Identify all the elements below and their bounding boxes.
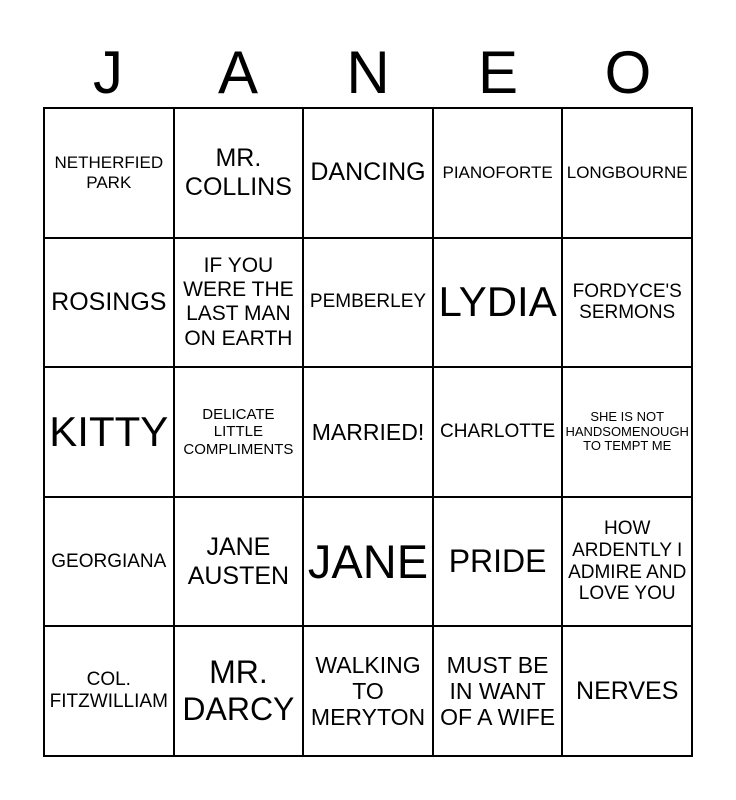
cell-text: CHARLOTTE: [440, 421, 556, 443]
bingo-cell[interactable]: [44, 238, 174, 368]
bingo-cell[interactable]: [44, 108, 174, 238]
bingo-cell[interactable]: [44, 626, 174, 756]
cell-text: JANE: [307, 534, 429, 588]
cell-text: PRIDE: [448, 543, 547, 580]
bingo-cell[interactable]: [433, 238, 563, 368]
bingo-cell[interactable]: [433, 367, 563, 497]
cell-text: PEMBERLEY: [309, 291, 427, 313]
bingo-header: [43, 40, 693, 106]
cell-text: PIANOFORTE: [442, 163, 553, 183]
cell-text: NETHERFIED PARK: [54, 153, 164, 192]
cell-text: NERVES: [576, 676, 679, 705]
header-letter-e: E: [477, 39, 519, 106]
bingo-cell[interactable]: [174, 238, 304, 368]
bingo-cell[interactable]: [303, 108, 433, 238]
bingo-cell[interactable]: [303, 238, 433, 368]
cell-text: GEORGIANA: [51, 550, 167, 572]
bingo-cell[interactable]: [44, 497, 174, 627]
header-letter-o: O: [604, 39, 652, 106]
cell-text: SHE IS NOT HANDSOMENOUGH TO TEMPT ME: [565, 408, 689, 454]
bingo-cell[interactable]: [562, 626, 692, 756]
cell-text: DANCING: [310, 158, 426, 187]
header-letter-n: N: [346, 39, 390, 106]
bingo-cell[interactable]: [562, 367, 692, 497]
bingo-cell[interactable]: [44, 367, 174, 497]
bingo-cell[interactable]: [562, 108, 692, 238]
header-letter-a: A: [217, 39, 259, 106]
bingo-cell[interactable]: [562, 238, 692, 368]
cell-text: KITTY: [49, 407, 169, 455]
cell-text: MR. COLLINS: [184, 144, 292, 201]
bingo-cell[interactable]: [562, 497, 692, 627]
bingo-cell[interactable]: [174, 497, 304, 627]
bingo-cell[interactable]: [174, 367, 304, 497]
cell-text: COL. FITZWILLIAM: [49, 669, 168, 713]
cell-text: LYDIA: [438, 278, 557, 326]
bingo-cell[interactable]: [303, 497, 433, 627]
bingo-cell[interactable]: [174, 626, 304, 756]
bingo-cell[interactable]: [433, 497, 563, 627]
cell-text: MUST BE IN WANT OF A WIFE: [440, 651, 556, 731]
cell-text: ROSINGS: [51, 288, 167, 317]
cell-text: WALKING TO MERYTON: [310, 651, 426, 731]
cell-text: HOW ARDENTLY I ADMIRE AND LOVE YOU: [568, 517, 687, 605]
cell-text: FORDYCE'S SERMONS: [572, 280, 682, 324]
header-letter-j: J: [93, 39, 123, 106]
cell-text: IF YOU WERE THE LAST MAN ON EARTH: [183, 254, 294, 350]
bingo-cell[interactable]: [303, 626, 433, 756]
bingo-cell[interactable]: [303, 367, 433, 497]
cell-text: MARRIED!: [311, 418, 425, 445]
cell-text: DELICATE LITTLE COMPLIMENTS: [183, 406, 294, 458]
bingo-cell[interactable]: [174, 108, 304, 238]
bingo-cell[interactable]: [433, 626, 563, 756]
bingo-cell[interactable]: [433, 108, 563, 238]
cell-text: LONGBOURNE: [566, 163, 688, 183]
bingo-board: [43, 107, 693, 757]
cell-text: MR. DARCY: [182, 654, 295, 728]
cell-text: JANE AUSTEN: [187, 532, 290, 590]
